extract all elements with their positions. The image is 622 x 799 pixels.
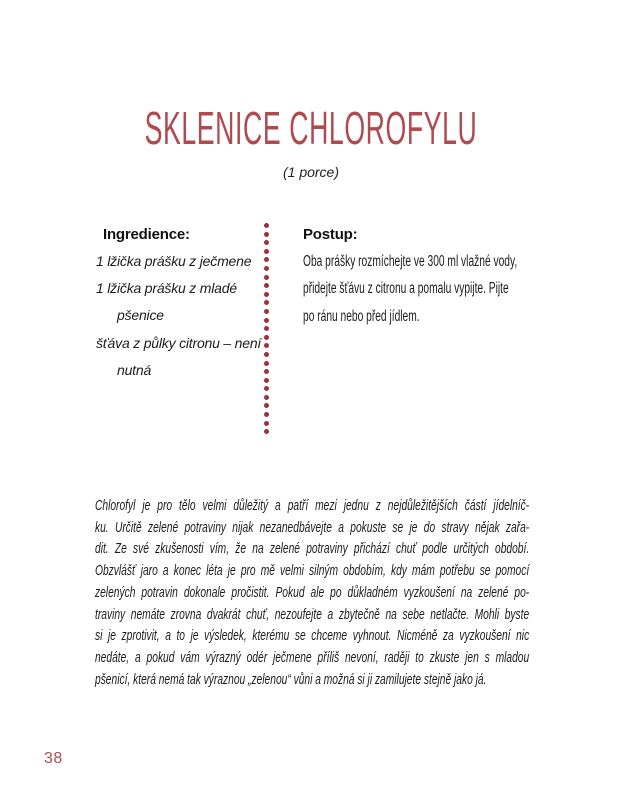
step-line: přidejte šťávu z citronu a pomalu vypijte. Pijte: [303, 280, 509, 298]
divider-dot: [264, 309, 269, 314]
ingredient-line: pšenice: [117, 307, 164, 324]
servings-note: (1 porce): [282, 164, 340, 180]
body-paragraph: [95, 496, 529, 691]
divider-dot: [264, 386, 269, 391]
ingredient-line: 1 lžička prášku z mladé: [96, 280, 237, 297]
steps-section: [303, 221, 543, 330]
ingredient-line: nutná: [117, 361, 152, 378]
ingredient-line: 1 lžička prášku z ječmene: [96, 253, 252, 269]
divider-dot: [264, 421, 269, 426]
step-line: Oba prášky rozmíchejte ve 300 ml vlažné vody,: [303, 253, 518, 270]
page-number: 38: [44, 750, 63, 767]
divider-dot: [264, 352, 269, 357]
divider-dot: [264, 240, 269, 245]
divider-dot: [264, 318, 269, 323]
body-text-line: Obzvlášť jaro a konec léta je pro mě velmi silným obdobím, kdy mám potřebu se pomocí: [95, 563, 530, 580]
steps-list: [303, 248, 527, 330]
steps-heading: Postup:: [303, 226, 358, 243]
divider-dot: [264, 378, 269, 383]
body-text-line: si je zprotivit, a to je výsledek, kterému se chceme vyhnout. Nicméně za vyzkoušení nic: [95, 628, 530, 645]
ingredients-list: [96, 248, 281, 384]
divider-dot: [264, 300, 269, 305]
divider-dot: [264, 429, 269, 434]
body-text-line: pšenicí, která nemá tak výraznou „zelenou“ vůni a možná si ji zamilujete stejně jako já.: [95, 671, 487, 688]
divider-dot: [264, 223, 269, 228]
body-text-line: nedáte, a pokud vám výrazný odér ječmene příliš nevoní, raději to zkuste jen s mladou: [95, 649, 530, 666]
step-line: po ránu nebo před jídlem.: [303, 307, 420, 325]
body-text-line: Chlorofyl je pro tělo velmi důležitý a patří mezi jednu z nejdůležitějších částí jídelníč-: [95, 498, 530, 514]
divider-dot: [264, 292, 269, 297]
divider-dot: [264, 403, 269, 408]
body-text-line: zelených potravin dokonale pročistit. Pokud ale po důkladném vyzkoušení na zelené po-: [95, 584, 530, 601]
body-text-line: traviny nemáte zrovna dvakrát chuť, nezoufejte a zbytečně na sebe netlačte. Mohli byste: [95, 606, 530, 623]
divider-dot: [264, 335, 269, 340]
divider-dot: [264, 343, 269, 348]
divider-dot: [264, 266, 269, 271]
divider-dot: [264, 249, 269, 254]
ingredients-section: [96, 221, 281, 384]
divider-dot: [264, 326, 269, 331]
divider-dot: [264, 232, 269, 237]
divider-dot: [264, 283, 269, 288]
divider-dot: [264, 275, 269, 280]
divider-dot: [264, 369, 269, 374]
divider-dot: [264, 361, 269, 366]
dotted-divider: [264, 223, 270, 438]
ingredients-heading: Ingredience:: [103, 226, 190, 243]
body-text-line: ku. Určitě zelené potraviny nijak nezanedbávejte a pokuste se je do stravy nějak zařa-: [95, 519, 530, 536]
ingredient-line: šťáva z půlky citronu – není: [96, 334, 262, 351]
body-text-line: dit. Ze své zkušenosti vím, že na zelené potraviny přichází chuť podle určitých období.: [95, 541, 530, 558]
divider-dot: [264, 395, 269, 400]
page-title: SKLENICE CHLOROFYLU: [144, 102, 478, 154]
divider-dot: [264, 257, 269, 262]
divider-dot: [264, 412, 269, 417]
